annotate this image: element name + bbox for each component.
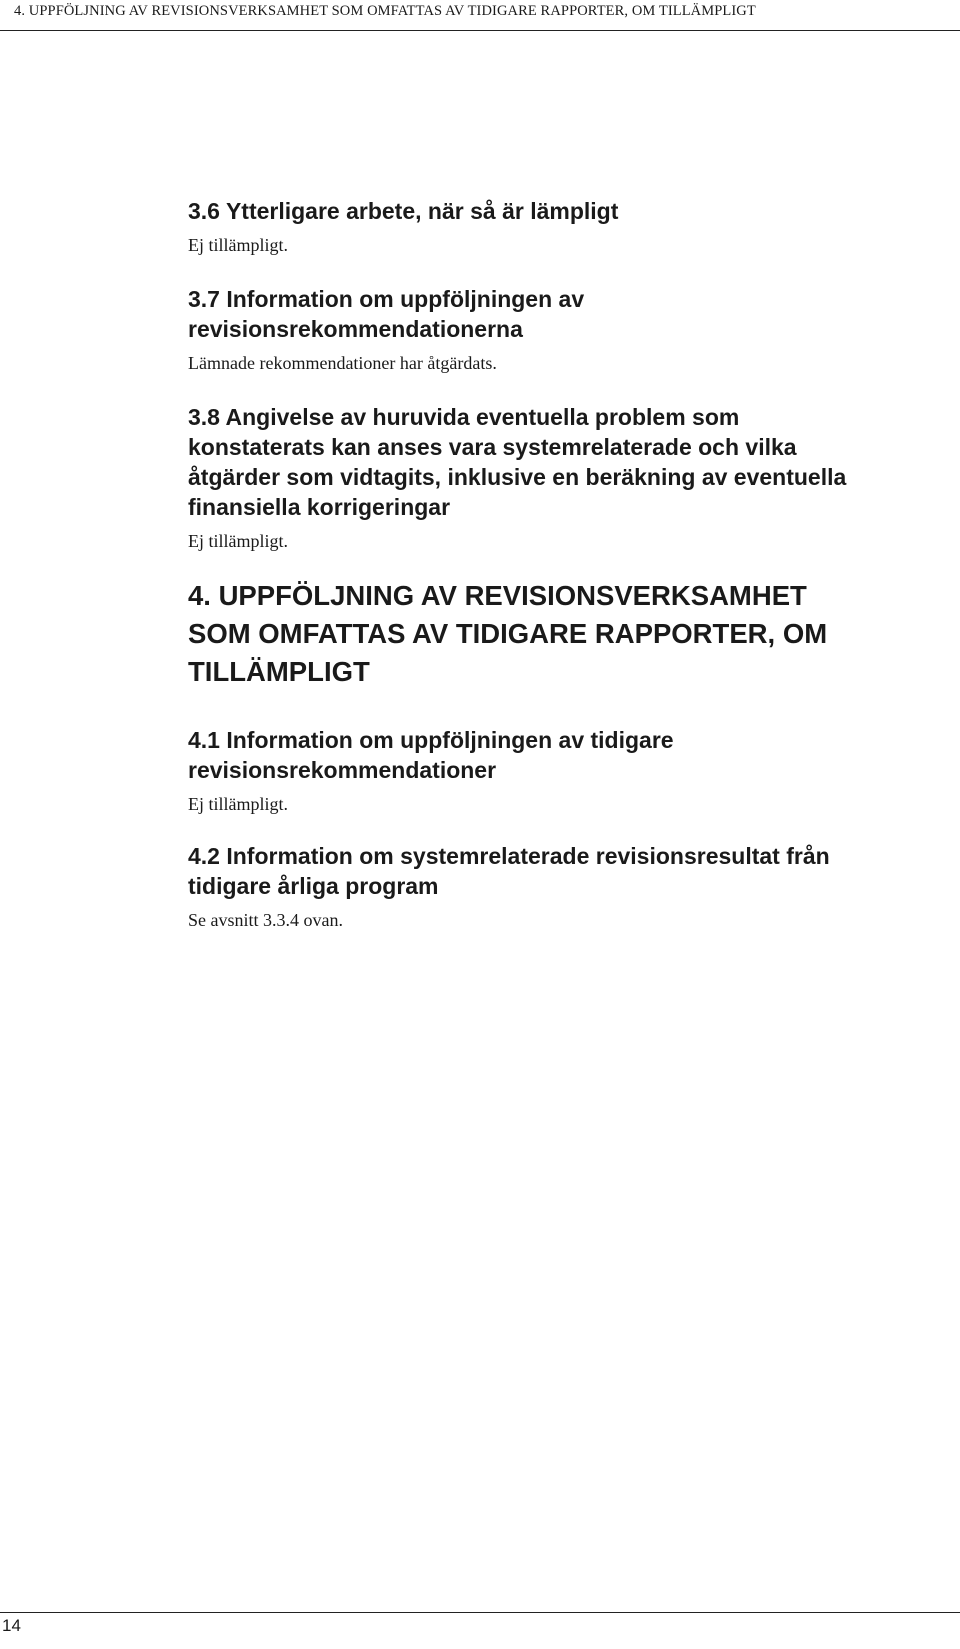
section-3-8-heading-line-2: konstaterats kan anses vara systemrelaterade och vilka xyxy=(188,434,797,460)
section-4-heading-line-1: 4. UPPFÖLJNING AV REVISIONSVERKSAMHET xyxy=(188,580,807,611)
section-4-1 xyxy=(188,725,960,816)
section-3-7 xyxy=(188,284,960,375)
page-content xyxy=(188,196,960,932)
section-3-7-heading-line-2: revisionsrekommendationerna xyxy=(188,316,523,342)
section-4-2-heading-line-1: 4.2 Information om systemrelaterade revisionsresultat från xyxy=(188,843,830,869)
header-divider xyxy=(0,30,960,31)
running-header: 4. UPPFÖLJNING AV REVISIONSVERKSAMHET SOM OMFATTAS AV TIDIGARE RAPPORTER, OM TILLÄMPLIGT xyxy=(14,3,756,19)
section-4-1-body: Ej tillämpligt. xyxy=(188,794,288,814)
section-3-6-heading: 3.6 Ytterligare arbete, när så är lämpligt xyxy=(188,198,619,224)
section-3-8-body: Ej tillämpligt. xyxy=(188,531,288,551)
section-3-8-heading-line-4: finansiella korrigeringar xyxy=(188,494,451,520)
section-3-7-heading-line-1: 3.7 Information om uppföljningen av xyxy=(188,286,585,312)
page-number: 14 xyxy=(2,1616,21,1635)
section-3-6 xyxy=(188,196,960,257)
section-4-2-body: Se avsnitt 3.3.4 ovan. xyxy=(188,910,343,930)
section-4-2 xyxy=(188,841,960,932)
section-4-heading-line-3: TILLÄMPLIGT xyxy=(188,656,370,687)
section-4-heading-line-2: SOM OMFATTAS AV TIDIGARE RAPPORTER, OM xyxy=(188,618,828,649)
footer-divider xyxy=(0,1612,960,1613)
section-4-1-heading-line-1: 4.1 Information om uppföljningen av tidigare xyxy=(188,727,674,753)
section-3-7-body: Lämnade rekommendationer har åtgärdats. xyxy=(188,353,497,373)
section-4 xyxy=(188,577,960,691)
section-4-2-heading-line-2: tidigare årliga program xyxy=(188,873,439,899)
section-3-6-body: Ej tillämpligt. xyxy=(188,235,288,255)
section-3-8-heading-line-3: åtgärder som vidtagits, inklusive en beräkning av eventuella xyxy=(188,464,847,490)
section-4-1-heading-line-2: revisionsrekommendationer xyxy=(188,757,497,783)
section-3-8 xyxy=(188,402,960,553)
section-3-8-heading-line-1: 3.8 Angivelse av huruvida eventuella problem som xyxy=(188,404,740,430)
